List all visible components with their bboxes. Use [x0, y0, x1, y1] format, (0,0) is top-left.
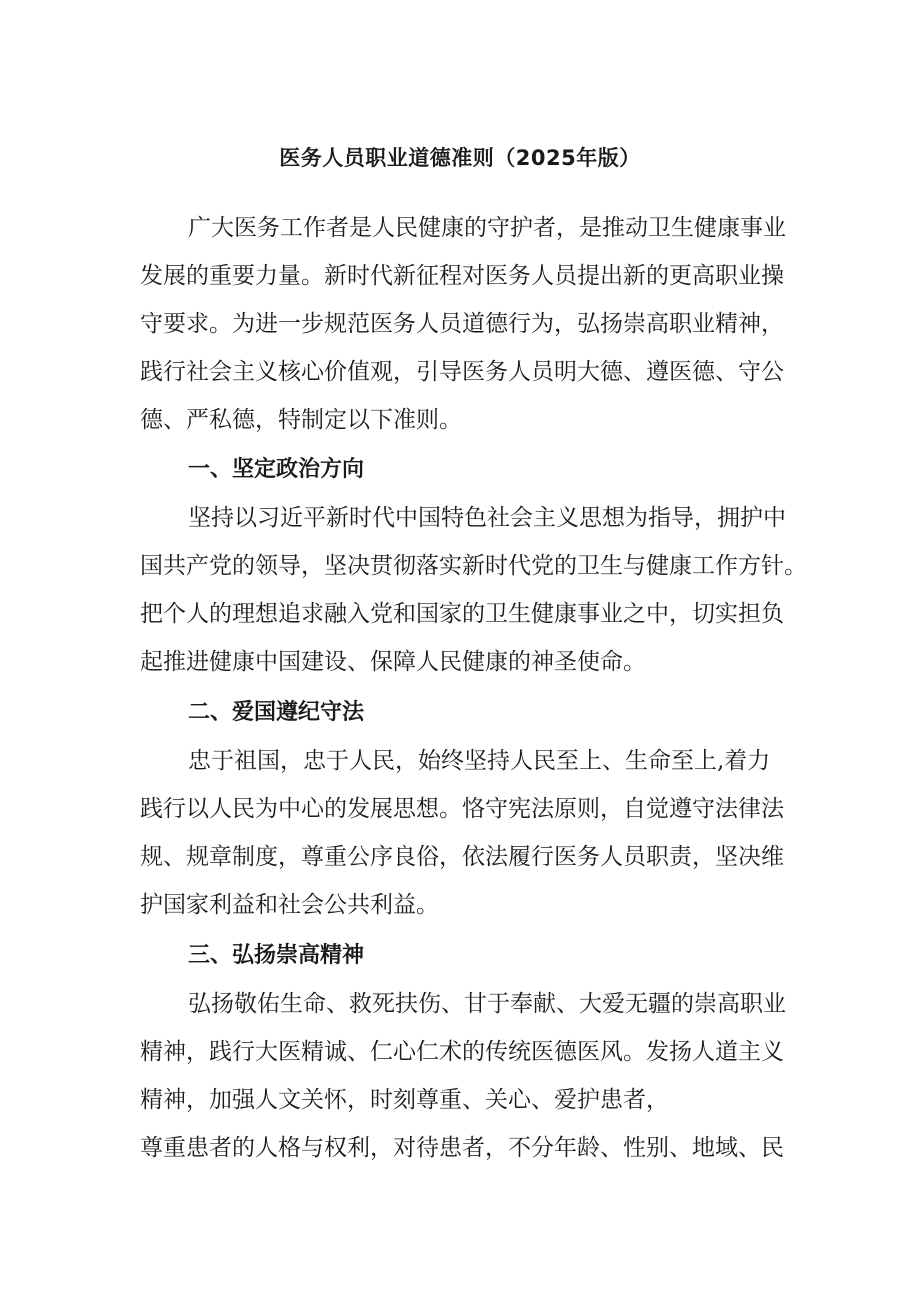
paragraph-line: 把个人的理想追求融入党和国家的卫生健康事业之中，切实担负	[140, 601, 784, 627]
paragraph-line: 守要求。为进一步规范医务人员道德行为，弘扬崇高职业精神，	[140, 311, 784, 337]
section-heading: 二、爱国遵纪守法	[188, 700, 365, 725]
paragraph-line: 忠于祖国，忠于人民，始终坚持人民至上、生命至上,着力	[188, 748, 771, 774]
paragraph-line: 弘扬敬佑生命、救死扶伤、甘于奉献、大爱无疆的崇高职业	[188, 991, 786, 1017]
paragraph-line: 德、严私德，特制定以下准则。	[140, 407, 462, 433]
paragraph-line: 国共产党的领导，坚决贯彻落实新时代党的卫生与健康工作方针。	[140, 553, 807, 579]
intro-paragraph	[140, 204, 790, 444]
section-paragraph	[140, 980, 790, 1172]
paragraph-line: 精神，加强人文关怀，时刻尊重、关心、爱护患者，	[140, 1087, 669, 1113]
paragraph-line: 规、规章制度，尊重公序良俗，依法履行医务人员职责，坚决维	[140, 844, 784, 870]
paragraph-line: 护国家利益和社会公共利益。	[140, 892, 439, 918]
section-paragraph	[140, 494, 807, 686]
paragraph-line: 广大医务工作者是人民健康的守护者，是推动卫生健康事业	[188, 215, 786, 241]
paragraph-line: 践行以人民为中心的发展思想。恪守宪法原则，自觉遵守法律法	[140, 796, 784, 822]
paragraph-line: 尊重患者的人格与权利，对待患者，不分年龄、性别、地域、民	[140, 1135, 784, 1161]
section-heading: 三、弘扬崇高精神	[188, 943, 365, 968]
section-paragraph	[140, 737, 790, 929]
paragraph-line: 坚持以习近平新时代中国特色社会主义思想为指导，拥护中	[188, 505, 786, 531]
section-heading: 一、坚定政治方向	[188, 457, 365, 482]
paragraph-line: 精神，践行大医精诚、仁心仁术的传统医德医风。发扬人道主义	[140, 1039, 784, 1065]
paragraph-line: 起推进健康中国建设、保障人民健康的神圣使命。	[140, 649, 646, 675]
paragraph-line: 践行社会主义核心价值观，引导医务人员明大德、遵医德、守公	[140, 359, 784, 385]
paragraph-line: 发展的重要力量。新时代新征程对医务人员提出新的更高职业操	[140, 263, 784, 289]
document-title: 医务人员职业道德准则（2025年版）	[279, 146, 641, 170]
